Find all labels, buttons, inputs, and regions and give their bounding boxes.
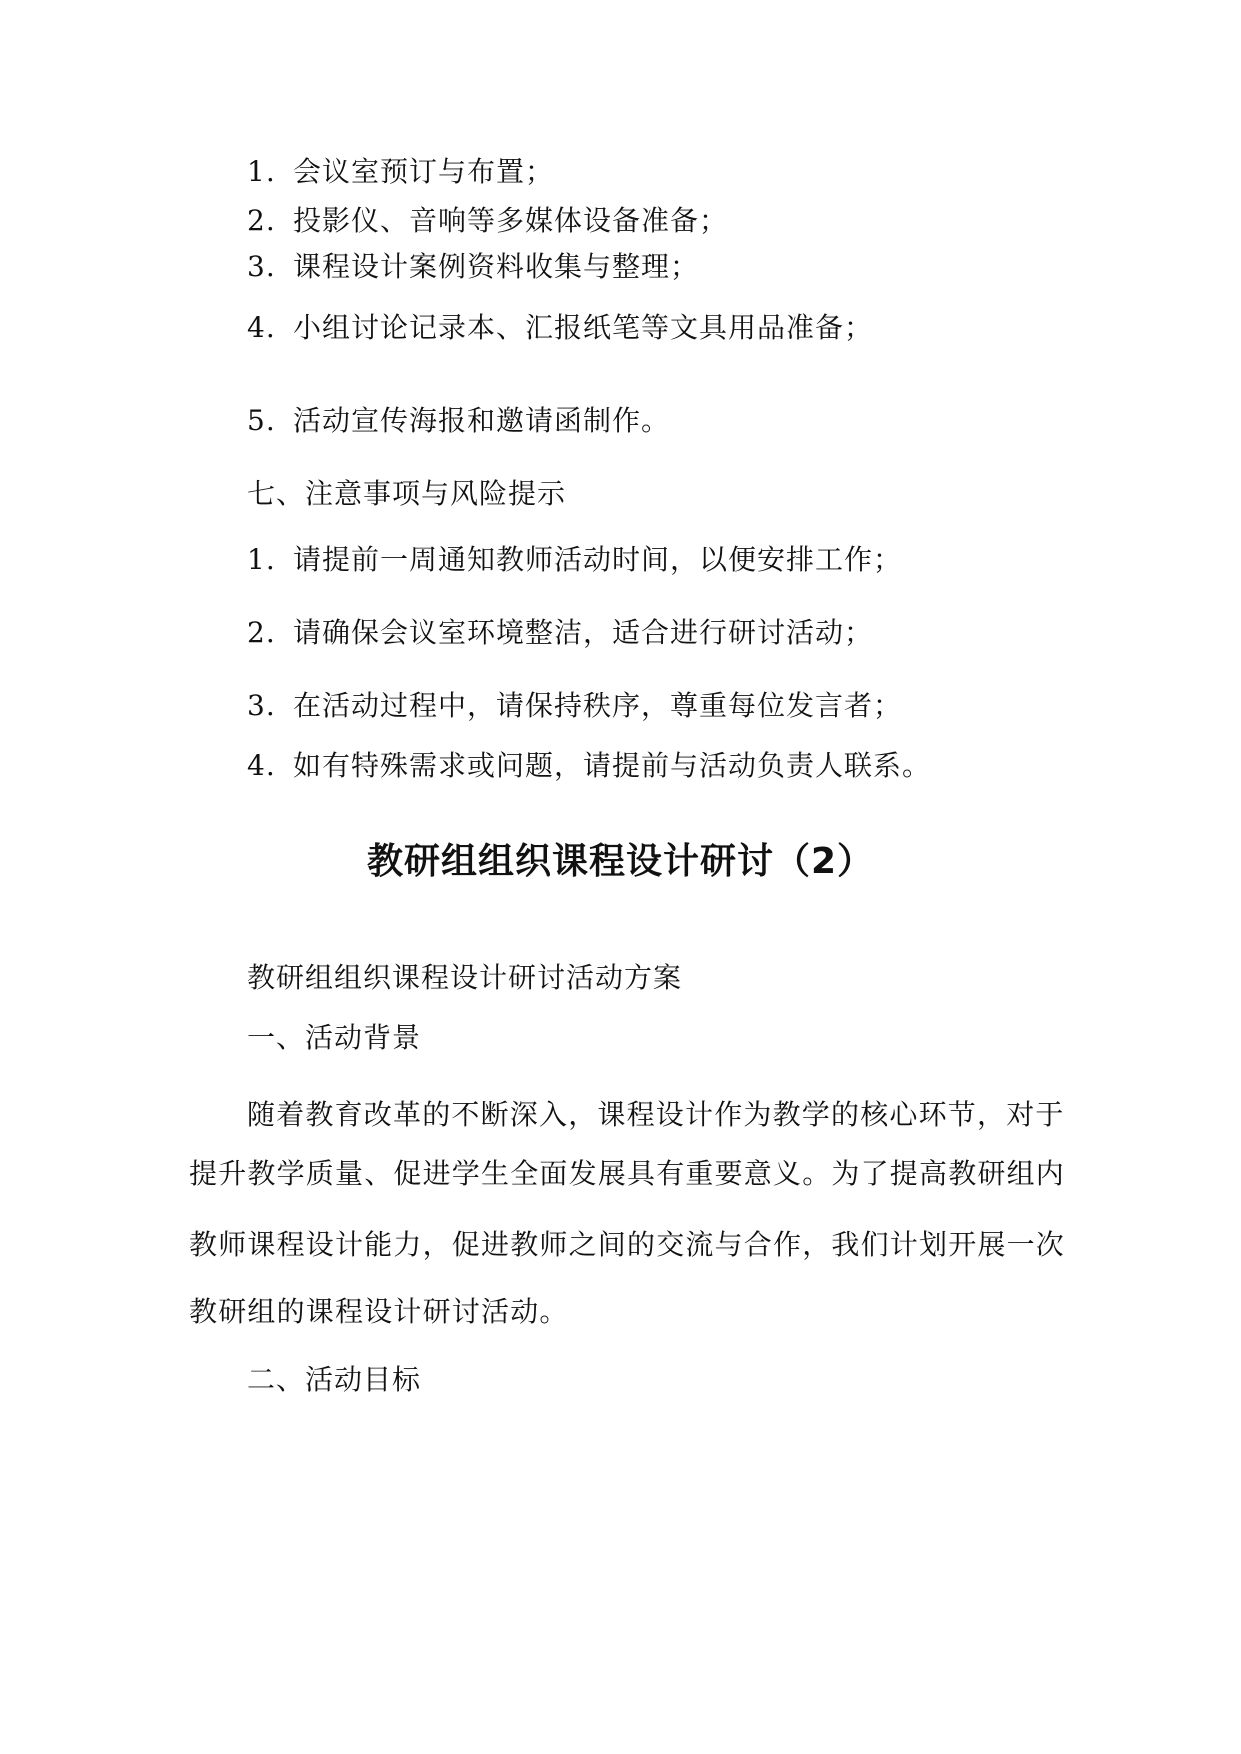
list-number: 1. (247, 155, 276, 188)
document-title: 教研组组织课程设计研讨（2） (366, 841, 875, 882)
list-number: 1. (247, 543, 276, 576)
list-item (247, 201, 728, 241)
list-item (247, 686, 902, 726)
list-text: 请提前一周通知教师活动时间，以便安排工作； (293, 543, 903, 576)
list-text: 如有特殊需求或问题，请提前与活动负责人联系。 (293, 749, 932, 782)
list-number: 4. (247, 311, 276, 344)
paragraph-line: 教研组的课程设计研讨活动。 (189, 1295, 569, 1328)
list-text: 小组讨论记录本、汇报纸笔等文具用品准备； (293, 311, 874, 344)
list-item (247, 247, 699, 287)
list-item (247, 308, 873, 348)
list-item (247, 401, 670, 441)
list-text: 活动宣传海报和邀请函制作。 (293, 404, 671, 437)
section-heading: 七、注意事项与风险提示 (247, 477, 567, 510)
paragraph-line: 随着教育改革的不断深入，课程设计作为教学的核心环节，对于 (247, 1098, 1065, 1131)
paragraph-line: 教师课程设计能力，促进教师之间的交流与合作，我们计划开展一次 (189, 1228, 1066, 1261)
list-number: 4. (247, 749, 276, 782)
list-number: 2. (247, 204, 276, 237)
paragraph-line: 提升教学质量、促进学生全面发展具有重要意义。为了提高教研组内 (189, 1157, 1066, 1190)
list-item (247, 540, 902, 580)
list-text: 投影仪、音响等多媒体设备准备； (293, 204, 729, 237)
list-text: 会议室预订与布置； (293, 155, 555, 188)
list-number: 2. (247, 616, 276, 649)
section-heading: 二、活动目标 (247, 1363, 422, 1396)
list-text: 课程设计案例资料收集与整理； (293, 250, 700, 283)
list-number: 3. (247, 689, 276, 722)
list-text: 请确保会议室环境整洁，适合进行研讨活动； (293, 616, 874, 649)
list-item (247, 152, 554, 192)
list-text: 在活动过程中，请保持秩序，尊重每位发言者； (293, 689, 903, 722)
section-heading: 一、活动背景 (247, 1021, 422, 1054)
list-number: 3. (247, 250, 276, 283)
list-number: 5. (247, 404, 276, 437)
document-subtitle: 教研组组织课程设计研讨活动方案 (247, 961, 683, 994)
list-item (247, 746, 931, 786)
list-item (247, 613, 873, 653)
